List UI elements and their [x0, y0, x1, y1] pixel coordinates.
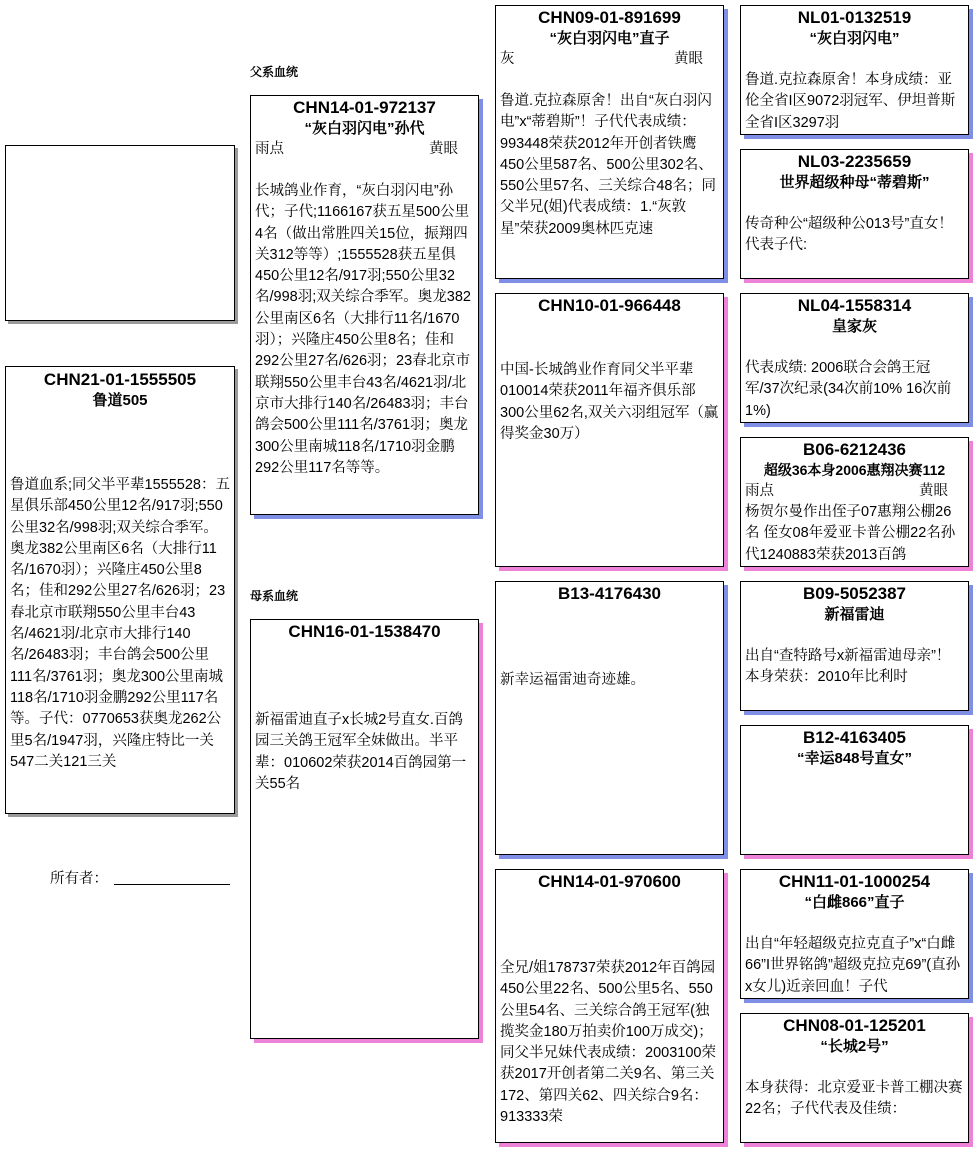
ggp-sdd-card [740, 437, 969, 567]
dss-name: 新福雷迪 [824, 606, 885, 623]
subject-desc: 鲁道血系;同父半平辈1555528：五星俱乐部450公里12名/917羽;550公里32名/998羽;双关综合季军。奥龙382公里南区6名（大排行11名/1670羽）；兴隆庄450公里8名；佳和292公里27名/626羽；23春北京市联翔550公里丰台43名/4621羽/北京市大排行140名/26483羽；丰台鸽会500公里111名/3761羽；奥龙300公里南城118名/1710羽金鹏292公里117名等。子代：0770653获奥龙262公里5名/1947羽，兴隆庄特比一关547二关121三关 [10, 477, 230, 770]
dd-desc: 全兄/姐178737荣获2012年百鸽园450公里22名、500公里5名、550公里54名、三关综合鸽王冠军(独揽奖金180万拍卖价100万成交)；同父半兄妹代表成绩：2003100荣获2017开创者第二关9名、第三关172、第四关62、四关综合9名：913333荣 [500, 960, 716, 1126]
sss-name: “灰白羽闪电” [809, 30, 900, 47]
dsd-name: “幸运848号直女” [796, 750, 913, 767]
pigeon-photo [5, 145, 235, 321]
sds-name: 皇家灰 [831, 318, 877, 335]
granddam-sire-card [495, 293, 724, 567]
ssd-name: 世界超级种母“蒂碧斯” [779, 174, 930, 191]
dds-name: “白雌866”直子 [804, 894, 905, 911]
ds-desc: 新幸运福雷迪奇迹雄。 [500, 672, 645, 688]
ggp-ssd-card [740, 149, 969, 279]
dam-desc: 新福雷迪直子x长城2号直女.百鸽园三关鸽王冠军全妹做出。半平辈：010602荣获2014百鸽园第一关55名 [255, 712, 467, 792]
ggp-sss-card [740, 5, 969, 135]
ss-color: 灰 [500, 51, 515, 67]
sd-ring: CHN10-01-966448 [538, 296, 681, 315]
owner-label: 所有者： [50, 871, 108, 887]
sire-desc: 长城鸽业作育，“灰白羽闪电”孙代；子代;1166167获五星500公里4名（做出常胜四关15位，振翔四关312等等）;1555528获五星俱450公里12名/917羽;550公里32名/998羽;双关综合季军。奥龙382公里南区6名（大排行11名/1670羽）；兴隆庄450公里8名；佳和292公里27名/626羽；23春北京市联翔550公里丰台43名/4621羽/北京市大排行140名/26483羽；丰台鸽会500公里111名/3761羽；奥龙300公里南城118名/1710羽金鹏292公里117名等等。 [255, 183, 471, 476]
ss-desc: 鲁道.克拉森原舍！出自“灰白羽闪电”x“蒂碧斯”！子代代表成绩：993448荣获2012年开创者铁鹰450公里587名、500公里302名、550公里57名、三关综合48名；同父半兄(姐)代表成绩：1.“灰敦星”荣获2009奥林匹克速 [500, 93, 716, 237]
sdd-name: 超级36本身2006惠翔决赛112 [763, 462, 946, 478]
ggp-dds-card [740, 869, 969, 999]
owner-signature-line [114, 884, 230, 885]
sds-ring: NL04-1558314 [797, 296, 912, 315]
dss-desc: 出自“查特路号x新福雷迪母亲”！本身荣获：2010年比利时 [745, 648, 951, 686]
sss-desc: 鲁道.克拉森原舍！本身成绩：亚伦全省I区9072羽冠军、伊坦普斯全省I区3297羽 [745, 72, 956, 131]
granddam-dam-card [495, 869, 724, 1143]
dss-ring: B09-5052387 [802, 584, 907, 603]
subject-card [5, 366, 235, 814]
sdd-eye: 黄眼 [919, 483, 948, 499]
dds-desc: 出自“年轻超级克拉克直子”x“白雌66”I世界铭鸽”超级克拉克69”(直孙x女儿)近亲回血！子代 [745, 936, 961, 995]
sss-ring: NL01-0132519 [797, 8, 912, 27]
ddd-name: “长城2号” [820, 1038, 889, 1055]
ggp-sds-card [740, 293, 969, 423]
ds-ring: B13-4176430 [557, 584, 662, 603]
sire-line-label: 父系血统 [250, 65, 299, 79]
ggp-dsd-card [740, 725, 969, 855]
grandsire-dam-card [495, 581, 724, 855]
subject-name: 鲁道505 [92, 392, 148, 409]
ddd-desc: 本身获得：北京爱亚卡普工棚决赛22名；子代代表及佳绩： [745, 1080, 963, 1118]
dd-ring: CHN14-01-970600 [538, 872, 681, 891]
ss-eye: 黄眼 [674, 51, 703, 67]
ddd-ring: CHN08-01-125201 [783, 1016, 926, 1035]
ss-ring: CHN09-01-891699 [538, 8, 681, 27]
dam-line-label: 母系血统 [250, 589, 299, 603]
sdd-ring: B06-6212436 [802, 440, 907, 459]
subject-ring: CHN21-01-1555505 [43, 370, 197, 389]
dam-ring: CHN16-01-1538470 [288, 622, 441, 641]
dsd-ring: B12-4163405 [802, 728, 907, 747]
grandsire-sire-card [495, 5, 724, 279]
dds-ring: CHN11-01-1000254 [778, 872, 931, 891]
sire-color: 雨点 [255, 141, 284, 157]
sire-card [250, 95, 479, 515]
sire-name: “灰白羽闪电”孙代 [304, 120, 425, 137]
ggp-ddd-card [740, 1013, 969, 1143]
sire-eye: 黄眼 [429, 141, 458, 157]
sd-desc: 中国-长城鸽业作育同父半平辈010014荣获2011年福齐俱乐部300公里62名,双关六羽组冠军（赢得奖金30万） [500, 362, 719, 442]
sire-ring: CHN14-01-972137 [293, 98, 436, 117]
ss-name: “灰白羽闪电”直子 [549, 30, 670, 47]
sds-desc: 代表成绩: 2006联合会鸽王冠军/37次纪录(34次前10% 16次前1%) [745, 360, 952, 419]
sdd-desc: 杨贺尔曼作出侄子07惠翔公棚26名 侄女08年爱亚卡普公棚22名孙代1240883荣获2013百鸽 [745, 504, 956, 563]
sdd-color: 雨点 [745, 483, 774, 499]
dam-card [250, 619, 479, 1039]
ssd-ring: NL03-2235659 [797, 152, 912, 171]
ggp-dss-card [740, 581, 969, 711]
ssd-desc: 传奇种公“超级种公013号”直女！代表子代: [745, 216, 953, 254]
